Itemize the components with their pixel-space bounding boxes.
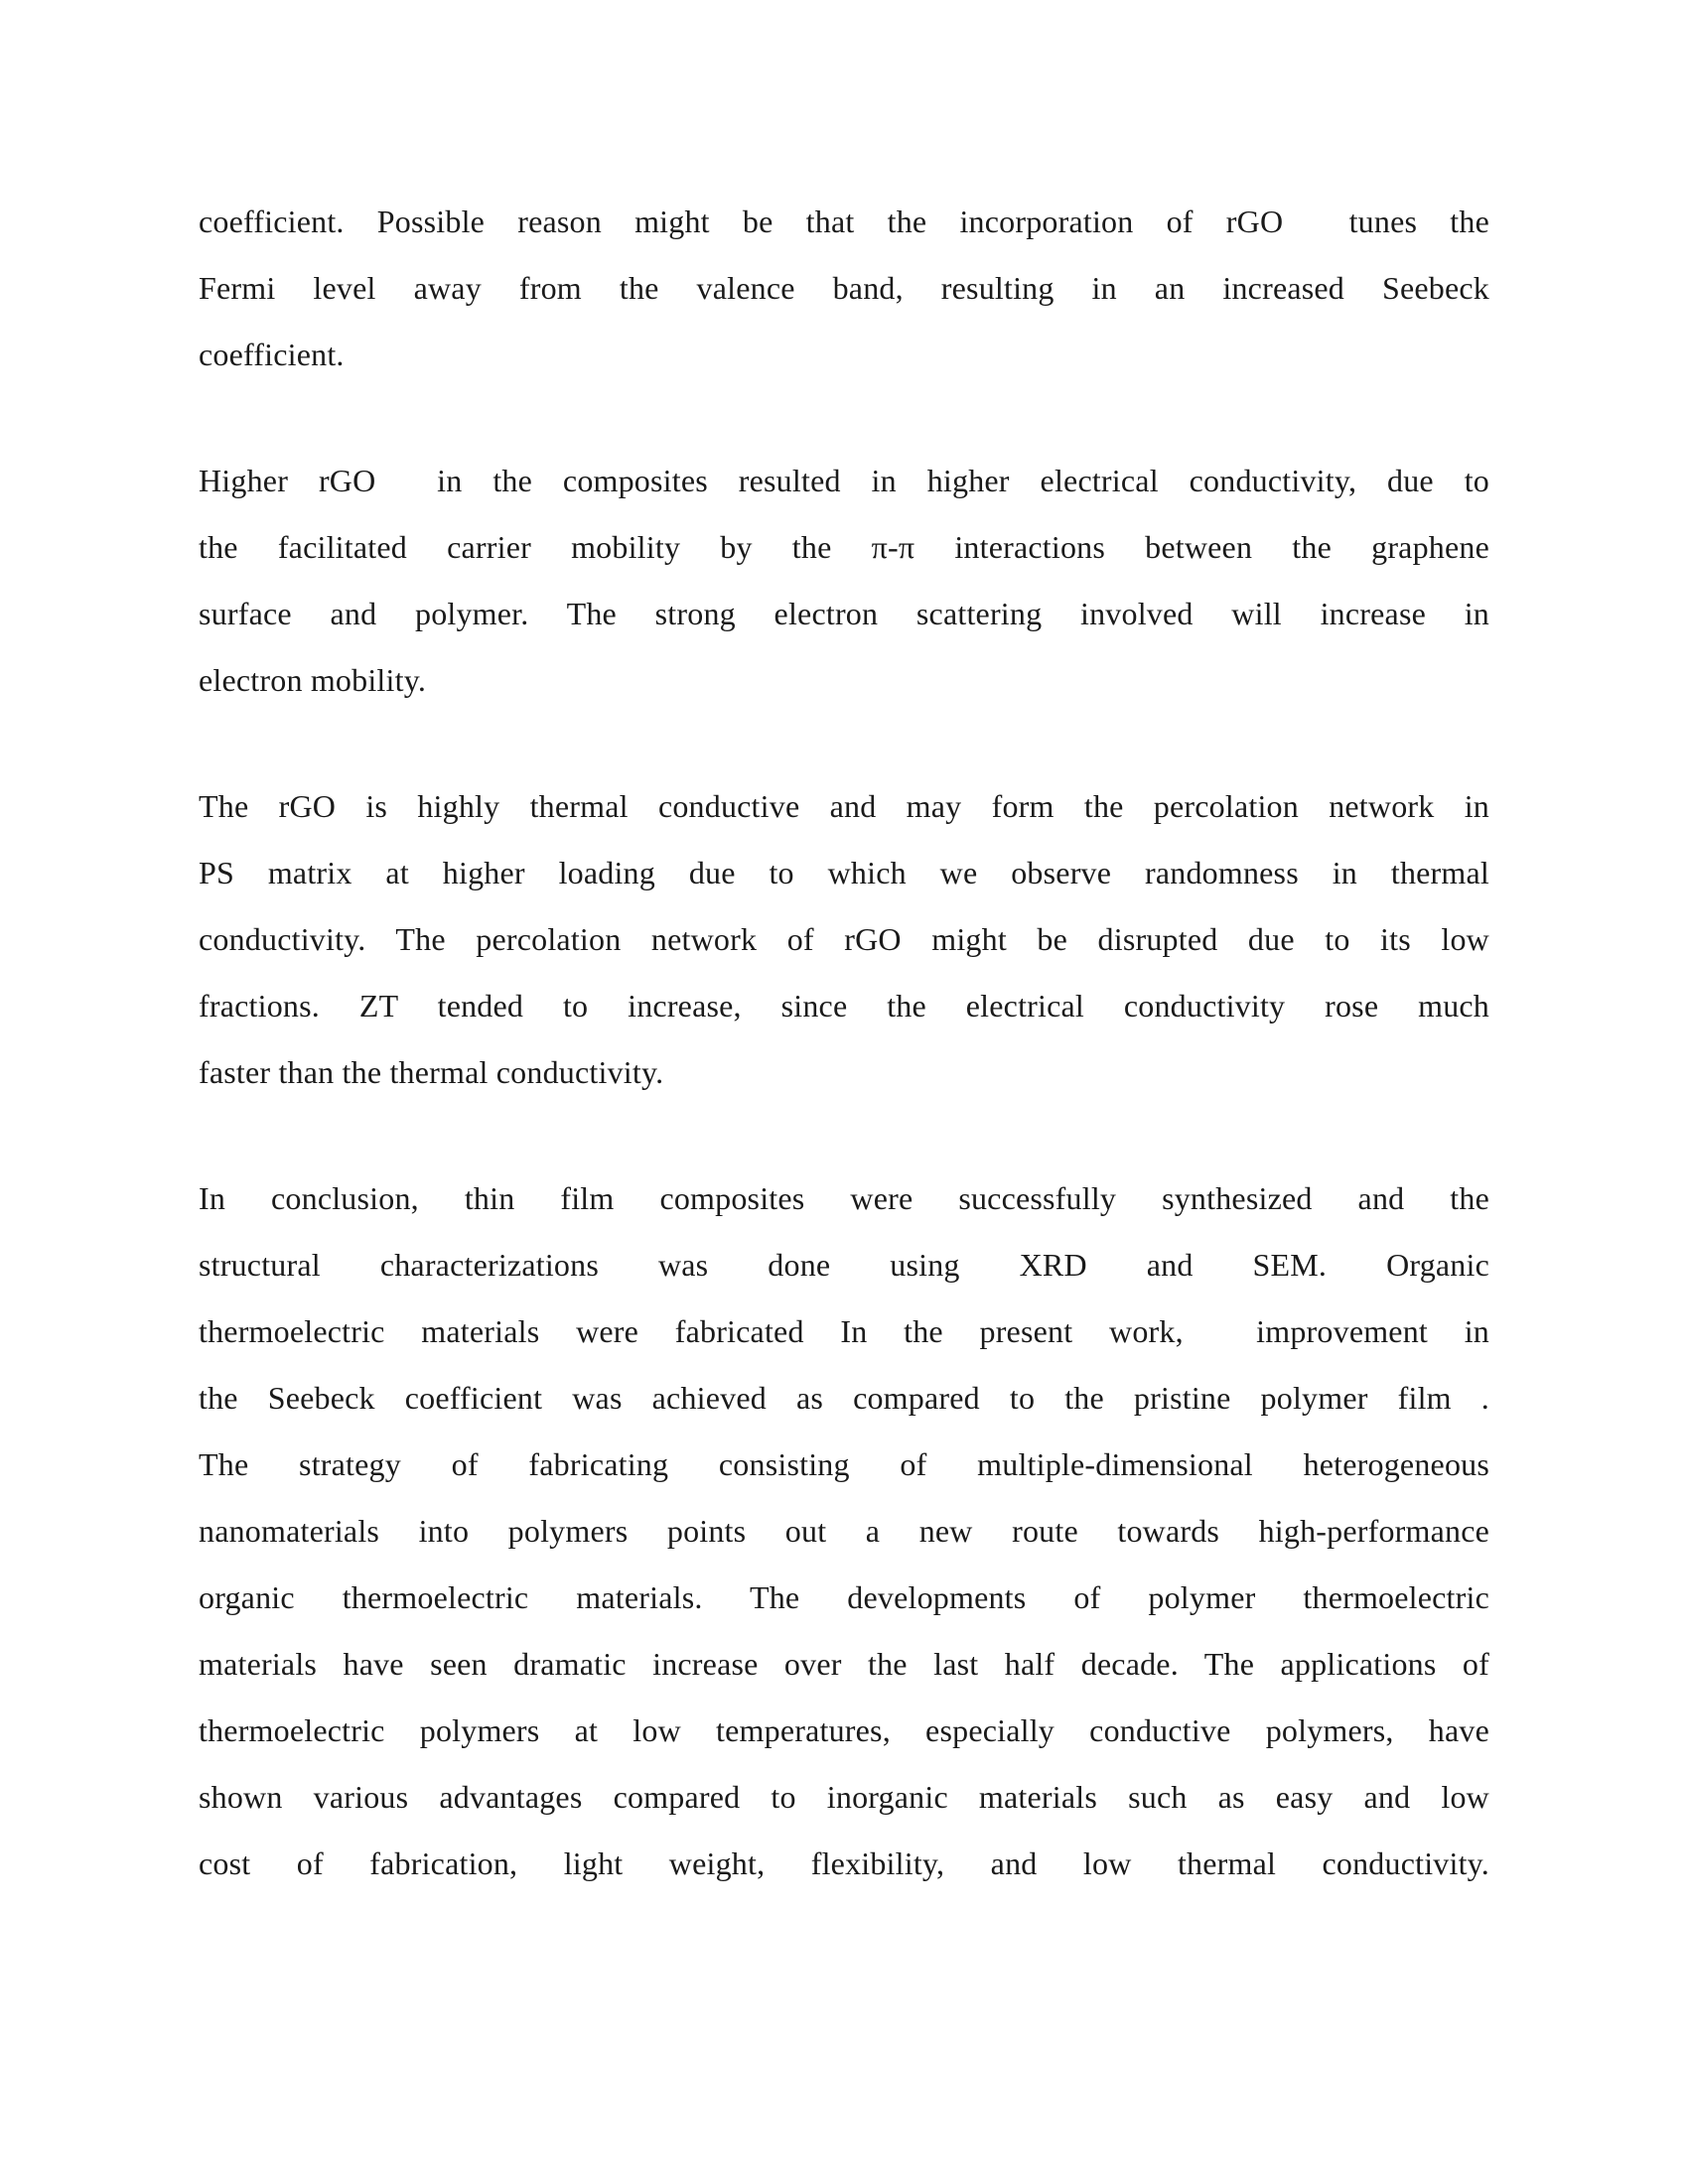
text-line: coefficient. (199, 337, 345, 372)
text-line: Higher rGO in the composites resulted in higher electrical conductivity, due to (199, 463, 1489, 498)
text-line: shown various advantages compared to inorganic materials such as easy and low (199, 1779, 1489, 1815)
text-line: PS matrix at higher loading due to which we observe randomness in thermal (199, 855, 1489, 890)
paragraph (199, 1165, 1489, 1897)
text-line: the Seebeck coefficient was achieved as compared to the pristine polymer film . (199, 1380, 1489, 1416)
text-line: structural characterizations was done using XRD and SEM. Organic (199, 1247, 1489, 1283)
text-line: Fermi level away from the valence band, resulting in an increased Seebeck (199, 270, 1489, 306)
text-line: fractions. ZT tended to increase, since the electrical conductivity rose much (199, 988, 1489, 1024)
paragraph (199, 448, 1489, 714)
text-line: The rGO is highly thermal conductive and may form the percolation network in (199, 788, 1489, 824)
text-line: The strategy of fabricating consisting of multiple-dimensional heterogeneous (199, 1446, 1489, 1482)
text-line: surface and polymer. The strong electron scattering involved will increase in (199, 596, 1489, 631)
document-body (199, 189, 1489, 1897)
text-line: thermoelectric materials were fabricated In the present work, improvement in (199, 1313, 1489, 1349)
text-line: cost of fabrication, light weight, flexibility, and low thermal conductivity. (199, 1845, 1489, 1881)
text-line: materials have seen dramatic increase over the last half decade. The applications of (199, 1646, 1489, 1682)
text-line: electron mobility. (199, 662, 427, 698)
text-line: conductivity. The percolation network of rGO might be disrupted due to its low (199, 921, 1489, 957)
text-line: coefficient. Possible reason might be that the incorporation of rGO tunes the (199, 204, 1489, 239)
text-line: thermoelectric polymers at low temperatures, especially conductive polymers, have (199, 1712, 1489, 1748)
paragraph (199, 189, 1489, 388)
paragraph (199, 773, 1489, 1106)
text-line: In conclusion, thin film composites were successfully synthesized and the (199, 1180, 1489, 1216)
text-line: nanomaterials into polymers points out a new route towards high-performance (199, 1513, 1489, 1549)
text-line: the facilitated carrier mobility by the π-π interactions between the graphene (199, 529, 1489, 565)
text-line: organic thermoelectric materials. The developments of polymer thermoelectric (199, 1579, 1489, 1615)
text-line: faster than the thermal conductivity. (199, 1054, 664, 1090)
